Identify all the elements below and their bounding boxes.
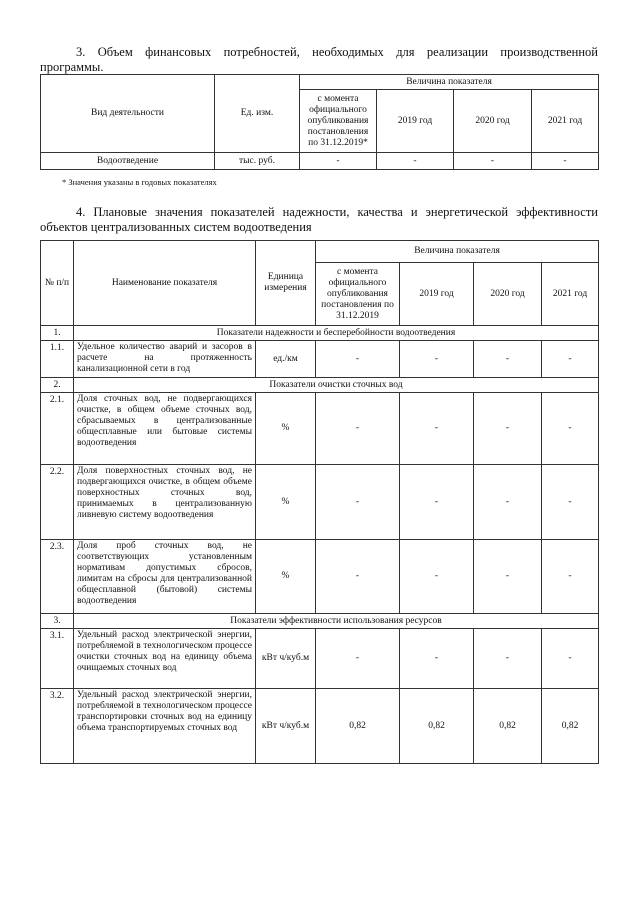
row-unit: ед./км xyxy=(256,341,316,378)
cell-2019: - xyxy=(377,153,454,170)
row-2021: - xyxy=(542,393,599,465)
row-since: - xyxy=(316,393,400,465)
row-num: 2.1. xyxy=(41,393,74,465)
row-name: Доля сточных вод, не подвергающихся очистке, в общем объеме сточных вод, сбрасываемых в централизованные общесплавные или бытовые системы водоотведения xyxy=(74,393,256,465)
cell-2021: - xyxy=(532,153,599,170)
header-name: Наименование показателя xyxy=(74,241,256,326)
row-since: - xyxy=(316,629,400,689)
header-2020: 2020 год xyxy=(474,263,542,326)
row-num: 3.2. xyxy=(41,689,74,764)
row-name: Удельный расход электрической энергии, потребляемой в технологическом процессе транспортировки сточных вод на единицу объема транспортируемых сточных вод xyxy=(74,689,256,764)
row-unit: % xyxy=(256,465,316,540)
row-2021: - xyxy=(542,465,599,540)
row-2021: - xyxy=(542,540,599,614)
header-value: Величина показателя xyxy=(316,241,599,263)
row-since: - xyxy=(316,465,400,540)
section-row xyxy=(41,614,599,629)
row-2020: - xyxy=(474,629,542,689)
row-2019: - xyxy=(400,629,474,689)
row-2020: - xyxy=(474,540,542,614)
row-unit: кВт ч/куб.м xyxy=(256,689,316,764)
header-2021: 2021 год xyxy=(532,90,599,153)
row-2019: - xyxy=(400,393,474,465)
header-unit: Ед. изм. xyxy=(215,75,300,153)
section-row xyxy=(41,378,599,393)
header-2019: 2019 год xyxy=(400,263,474,326)
section-num: 1. xyxy=(41,326,74,341)
row-2020: - xyxy=(474,393,542,465)
row-name: Удельное количество аварий и засоров в расчете на протяженность канализационной сети в год xyxy=(74,341,256,378)
row-2021: 0,82 xyxy=(542,689,599,764)
table-row xyxy=(41,341,599,378)
cell-2020: - xyxy=(454,153,532,170)
header-activity: Вид деятельности xyxy=(41,75,215,153)
row-name: Доля проб сточных вод, не соответствующих установленным нормативам допустимых сбросов, лимитам на сбросы для централизованной общесплавной (бытовой) системы водоотведения xyxy=(74,540,256,614)
section-title: Показатели эффективности использования ресурсов xyxy=(74,614,599,629)
row-num: 2.3. xyxy=(41,540,74,614)
cell-unit: тыс. руб. xyxy=(215,153,300,170)
section-num: 3. xyxy=(41,614,74,629)
row-name: Доля поверхностных сточных вод, не подвергающихся очистке, в общем объеме поверхностных сточных вод, принимаемых в централизованную ливневую систему водоотведения xyxy=(74,465,256,540)
footnote: * Значения указаны в годовых показателях xyxy=(62,177,217,187)
row-2021: - xyxy=(542,341,599,378)
table-row xyxy=(41,629,599,689)
header-2020: 2020 год xyxy=(454,90,532,153)
header-num: № п/п xyxy=(41,241,74,326)
table-row xyxy=(41,540,599,614)
indicators-table xyxy=(40,240,599,764)
row-2020: 0,82 xyxy=(474,689,542,764)
row-since: - xyxy=(316,341,400,378)
row-name: Удельный расход электрической энергии, потребляемой в технологическом процессе очистки сточных вод на единицу объема очищаемых сточных вод xyxy=(74,629,256,689)
section3-title: 3. Объем финансовых потребностей, необходимых для реализации производственной программы. xyxy=(40,45,598,74)
section-title: Показатели надежности и бесперебойности водоотведения xyxy=(74,326,599,341)
header-since: с момента официального опубликования постановления по 31.12.2019* xyxy=(300,90,377,153)
row-2020: - xyxy=(474,465,542,540)
header-value: Величина показателя xyxy=(300,75,599,90)
row-2019: - xyxy=(400,341,474,378)
header-unit: Единица измерения xyxy=(256,241,316,326)
row-2019: - xyxy=(400,465,474,540)
row-2019: 0,82 xyxy=(400,689,474,764)
table-row xyxy=(41,393,599,465)
row-2019: - xyxy=(400,540,474,614)
table-row xyxy=(41,465,599,540)
row-unit: % xyxy=(256,540,316,614)
row-unit: % xyxy=(256,393,316,465)
header-since: с момента официального опубликования постановления по 31.12.2019 xyxy=(316,263,400,326)
row-unit: кВт ч/куб.м xyxy=(256,629,316,689)
table-row xyxy=(41,689,599,764)
row-since: - xyxy=(316,540,400,614)
cell-since: - xyxy=(300,153,377,170)
cell-activity: Водоотведение xyxy=(41,153,215,170)
row-num: 1.1. xyxy=(41,341,74,378)
table-row xyxy=(41,153,599,170)
row-2020: - xyxy=(474,341,542,378)
section4-title: 4. Плановые значения показателей надежности, качества и энергетической эффективности объектов централизованных систем водоотведения xyxy=(40,205,598,234)
row-2021: - xyxy=(542,629,599,689)
header-2021: 2021 год xyxy=(542,263,599,326)
row-num: 3.1. xyxy=(41,629,74,689)
section-title: Показатели очистки сточных вод xyxy=(74,378,599,393)
financial-needs-table xyxy=(40,74,599,170)
row-num: 2.2. xyxy=(41,465,74,540)
row-since: 0,82 xyxy=(316,689,400,764)
header-2019: 2019 год xyxy=(377,90,454,153)
section-row xyxy=(41,326,599,341)
section-num: 2. xyxy=(41,378,74,393)
